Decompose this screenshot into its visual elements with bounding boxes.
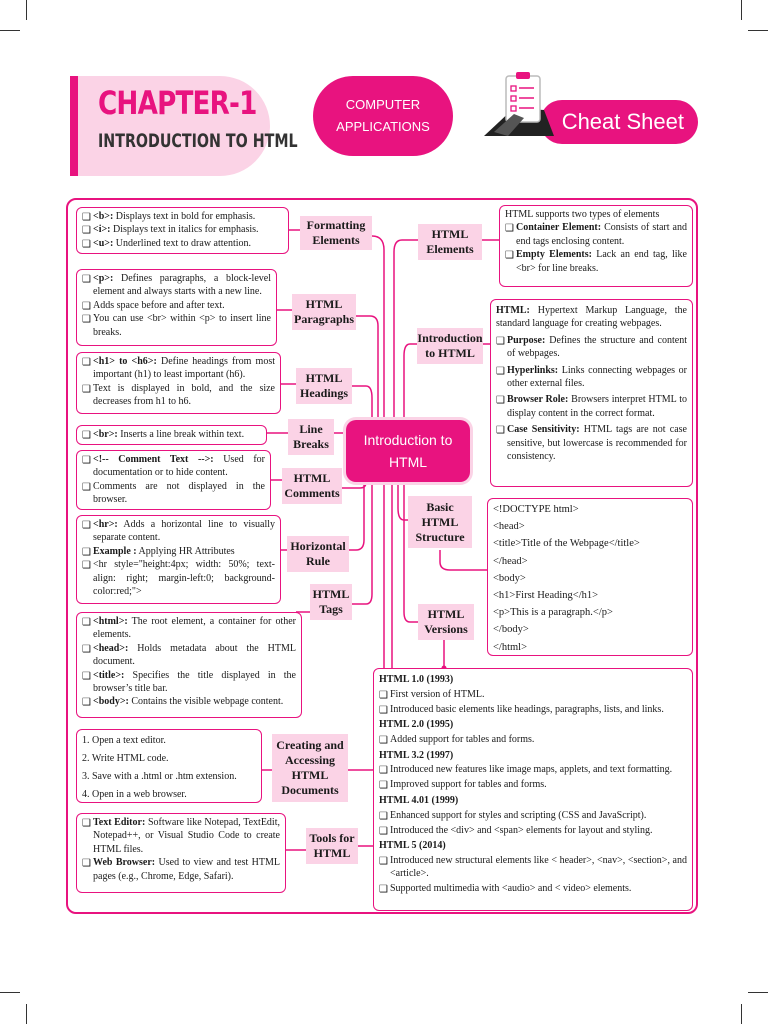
list-item [82, 615, 296, 642]
item-text: Introduced new features like image maps, applets, and text formatting. [390, 764, 673, 776]
item-term: Empty Elements: [516, 249, 592, 261]
item-term: <head>: [93, 642, 129, 654]
checkbox-bullet-icon: ❑ [379, 689, 388, 701]
item-term: <body>: [93, 696, 129, 708]
code-line: </head> [493, 555, 528, 567]
item-text: Added support for tables and forms. [390, 734, 535, 746]
checkbox-bullet-icon: ❑ [505, 250, 514, 262]
version-title: HTML 4.01 (1999) [379, 794, 459, 806]
item-text: Text is displayed in bold, and the size decreases from h1 to h6. [93, 382, 275, 408]
checkbox-bullet-icon: ❑ [505, 223, 514, 235]
checkbox-bullet-icon: ❑ [82, 274, 91, 285]
html-elements-box [499, 205, 693, 287]
checkbox-bullet-icon: ❑ [82, 520, 91, 531]
item-text: Comments are not displayed in the browser. [93, 480, 265, 506]
basic-structure-code-box [487, 498, 693, 656]
checkbox-bullet-icon: ❑ [379, 780, 388, 792]
item-text: Inserts a line break within text. [117, 429, 245, 440]
item-text: Enhanced support for styles and scripting (CSS and JavaScript). [390, 809, 647, 821]
version-item [379, 688, 687, 701]
version-item [379, 778, 687, 791]
item-term: Web Browser: [93, 857, 156, 869]
item-text: Defines the structure and content of webpages. [507, 334, 687, 360]
version-item [379, 854, 687, 881]
list-item [82, 453, 265, 480]
step-item: 2. Write HTML code. [82, 752, 169, 764]
label-creating-accessing: Creating and Accessing HTML Documents [272, 734, 348, 802]
subject-line-2: APPLICATIONS [336, 119, 430, 134]
item-text: You can use <br> within <p> to insert line breaks. [93, 313, 271, 338]
checkbox-bullet-icon: ❑ [82, 314, 91, 326]
item-term: Text Editor: [93, 817, 146, 828]
checkbox-bullet-icon: ❑ [82, 212, 91, 223]
checkbox-bullet-icon: ❑ [379, 825, 388, 837]
creating-steps-box [76, 729, 262, 803]
list-item [82, 428, 261, 441]
item-term: Case Sensitivity: [507, 424, 580, 436]
item-text: First version of HTML. [390, 688, 485, 700]
list-item [82, 558, 275, 598]
checkbox-bullet-icon: ❑ [82, 225, 91, 237]
comments-box [76, 450, 271, 510]
item-text: Used to view and test HTML pages (e.g., Chrome, Edge, Safari). [93, 857, 280, 882]
item-text: Browsers interpret HTML to display content in the correct format. [507, 394, 687, 419]
item-text: <hr style="height:4px; width: 50%; text-align: right; margin-left:0; background-color:red;"> [93, 559, 275, 598]
list-item [505, 248, 687, 275]
list-item [496, 364, 687, 391]
step-item: 1. Open a text editor. [82, 735, 166, 746]
horizontal-rule-box [76, 515, 281, 604]
intro-box [490, 299, 693, 487]
step-item: 4. Open in a web browser. [82, 788, 187, 800]
list-item [82, 355, 275, 382]
item-text: Contains the visible webpage content. [128, 696, 284, 708]
label-html-elements: HTML Elements [418, 224, 482, 260]
item-text: Define headings from most important (h1) to least important (h6). [93, 356, 276, 381]
checkbox-bullet-icon: ❑ [82, 858, 91, 870]
label-tools-for-html: Tools for HTML [306, 828, 358, 864]
checkbox-bullet-icon: ❑ [496, 335, 505, 347]
subject-line-1: COMPUTER [345, 97, 421, 112]
version-item [379, 882, 687, 895]
checkbox-bullet-icon: ❑ [496, 425, 505, 437]
item-text: Applying HR Attributes [136, 545, 235, 557]
central-topic-node [346, 420, 470, 482]
chapter-title: CHAPTER-1 [98, 84, 257, 122]
code-line: <body> [493, 572, 526, 584]
html-tags-box [76, 612, 302, 718]
list-item [82, 695, 296, 708]
checkbox-bullet-icon: ❑ [82, 383, 91, 395]
code-line: <!DOCTYPE html> [493, 504, 579, 515]
code-line: </html> [493, 641, 528, 653]
code-line: </body> [493, 624, 529, 636]
item-text: Defines paragraphs, a block-level element and always starts with a new line. [93, 273, 271, 298]
label-html-tags: HTML Tags [310, 584, 352, 620]
item-text: Links connecting webpages or other external files. [507, 364, 687, 390]
version-item [379, 809, 687, 822]
item-term: <!-- Comment Text -->: [93, 454, 214, 465]
paragraphs-box [76, 269, 277, 346]
item-text: Introduced new structural elements like < header>, <nav>, <section>, and <article>. [390, 854, 687, 880]
list-item [82, 272, 271, 299]
item-term: Container Element: [516, 222, 602, 234]
item-text: The root element, a container for other elements. [93, 616, 296, 641]
version-item [379, 703, 687, 716]
checkbox-bullet-icon: ❑ [379, 884, 388, 896]
item-term: <p>: [93, 273, 114, 284]
item-term: <title>: [93, 669, 125, 681]
item-text: Lack an end tag, like <br> for line breaks. [516, 249, 687, 274]
version-title: HTML 3.2 (1997) [379, 749, 454, 761]
central-topic-line-1: Introduction to [363, 432, 453, 448]
item-text: Adds space before and after text. [93, 299, 225, 311]
item-text: HTML tags are not case sensitive, but lowercase is recommended for consistency. [507, 424, 687, 463]
html-versions-box [373, 668, 693, 911]
checkbox-bullet-icon: ❑ [496, 395, 505, 407]
html-definition: HTML: Hypertext Markup Language, the standard language for creating webpages. [496, 305, 687, 330]
item-term: <i>: [93, 224, 111, 236]
checkbox-bullet-icon: ❑ [496, 365, 505, 377]
checkbox-bullet-icon: ❑ [82, 455, 91, 466]
label-line-breaks: Line Breaks [288, 419, 334, 455]
headings-box [76, 352, 281, 414]
list-item [82, 312, 271, 339]
list-item [496, 423, 687, 463]
version-title: HTML 5 (2014) [379, 839, 446, 851]
item-text: Used for documentation or to hide content. [93, 454, 265, 479]
item-text: Consists of start and end tags enclosing content. [516, 222, 687, 247]
checkbox-bullet-icon: ❑ [82, 560, 91, 572]
item-text: Software like Notepad, TextEdit, Notepad++, or Visual Studio Code to create HTML files. [93, 817, 280, 855]
item-text: Holds metadata about the HTML document. [93, 642, 296, 668]
checkbox-bullet-icon: ❑ [82, 357, 91, 368]
checkbox-bullet-icon: ❑ [82, 643, 91, 655]
label-introduction-to-html: Introduction to HTML [417, 328, 483, 364]
label-html-paragraphs: HTML Paragraphs [292, 294, 356, 330]
item-text: Introduced basic elements like headings, paragraphs, lists, and links. [390, 703, 664, 715]
checkbox-bullet-icon: ❑ [82, 546, 91, 558]
item-text: Supported multimedia with <audio> and < video> elements. [390, 883, 632, 895]
checkbox-bullet-icon: ❑ [379, 765, 388, 777]
item-term: <br>: [93, 429, 118, 440]
checkbox-bullet-icon: ❑ [379, 704, 388, 716]
list-item [505, 221, 687, 248]
list-item [496, 393, 687, 420]
item-text: Displays text in italics for emphasis. [110, 224, 259, 236]
version-title: HTML 2.0 (1995) [379, 719, 454, 731]
item-term: Purpose: [507, 334, 546, 346]
checkbox-bullet-icon: ❑ [82, 818, 91, 829]
label-html-comments: HTML Comments [282, 468, 342, 504]
list-item [82, 518, 275, 545]
item-term: <html>: [93, 616, 128, 627]
item-text: Adds a horizontal line to visually separate content. [93, 519, 275, 544]
checkbox-bullet-icon: ❑ [379, 810, 388, 822]
checkbox-bullet-icon: ❑ [82, 697, 91, 709]
item-text: Introduced the <div> and <span> elements for layout and styling. [390, 824, 653, 836]
item-term: Example : [93, 545, 137, 557]
code-line: <p>This is a paragraph.</p> [493, 607, 613, 619]
list-item [82, 237, 283, 250]
version-item [379, 824, 687, 837]
code-line: <head> [493, 521, 525, 533]
checkbox-bullet-icon: ❑ [82, 238, 91, 250]
version-item [379, 733, 687, 746]
step-item: 3. Save with a .html or .htm extension. [82, 770, 237, 782]
checkbox-bullet-icon: ❑ [82, 617, 91, 628]
item-text: Underlined text to draw attention. [113, 237, 252, 249]
list-item [82, 545, 275, 558]
code-line: <h1>First Heading</h1> [493, 590, 599, 602]
label-basic-html-structure: Basic HTML Structure [408, 496, 472, 548]
list-item [82, 299, 271, 312]
checkbox-bullet-icon: ❑ [82, 670, 91, 682]
item-term: Hyperlinks: [507, 364, 559, 376]
item-text: Displays text in bold for emphasis. [113, 211, 256, 222]
list-item [82, 223, 283, 236]
formatting-elements-box [76, 207, 289, 254]
item-term: <b>: [93, 211, 114, 222]
item-term: Browser Role: [507, 394, 569, 406]
item-text: Improved support for tables and forms. [390, 779, 547, 791]
item-term: <h1> to <h6>: [93, 356, 157, 367]
list-item [82, 480, 265, 507]
label-html-versions: HTML Versions [418, 604, 474, 640]
chapter-subtitle: INTRODUCTION TO HTML [98, 130, 298, 152]
checkbox-bullet-icon: ❑ [82, 481, 91, 493]
line-breaks-box [76, 425, 267, 445]
checkbox-bullet-icon: ❑ [82, 300, 91, 312]
central-topic-line-2: HTML [388, 454, 428, 470]
tools-box [76, 813, 286, 893]
code-line: <title>Title of the Webpage</title> [493, 538, 640, 550]
item-text: Specifies the title displayed in the browser’s title bar. [93, 669, 296, 695]
list-item [82, 642, 296, 669]
list-item [82, 856, 280, 883]
checkbox-bullet-icon: ❑ [379, 735, 388, 747]
checkbox-bullet-icon: ❑ [379, 855, 388, 867]
list-item [82, 669, 296, 696]
item-term: <u>: [93, 237, 114, 249]
item-term: <hr>: [93, 519, 118, 530]
version-item [379, 763, 687, 776]
list-item [82, 816, 280, 856]
elements-intro: HTML supports two types of elements [505, 209, 660, 220]
list-item [82, 210, 283, 223]
checkbox-bullet-icon: ❑ [82, 430, 91, 441]
list-item [82, 382, 275, 409]
label-horizontal-rule: Horizontal Rule [287, 536, 349, 572]
cheat-sheet-label: Cheat Sheet [561, 109, 684, 134]
label-html-headings: HTML Headings [296, 368, 352, 404]
version-title: HTML 1.0 (1993) [379, 674, 454, 685]
list-item [496, 334, 687, 361]
label-formatting-elements: Formatting Elements [300, 216, 372, 250]
